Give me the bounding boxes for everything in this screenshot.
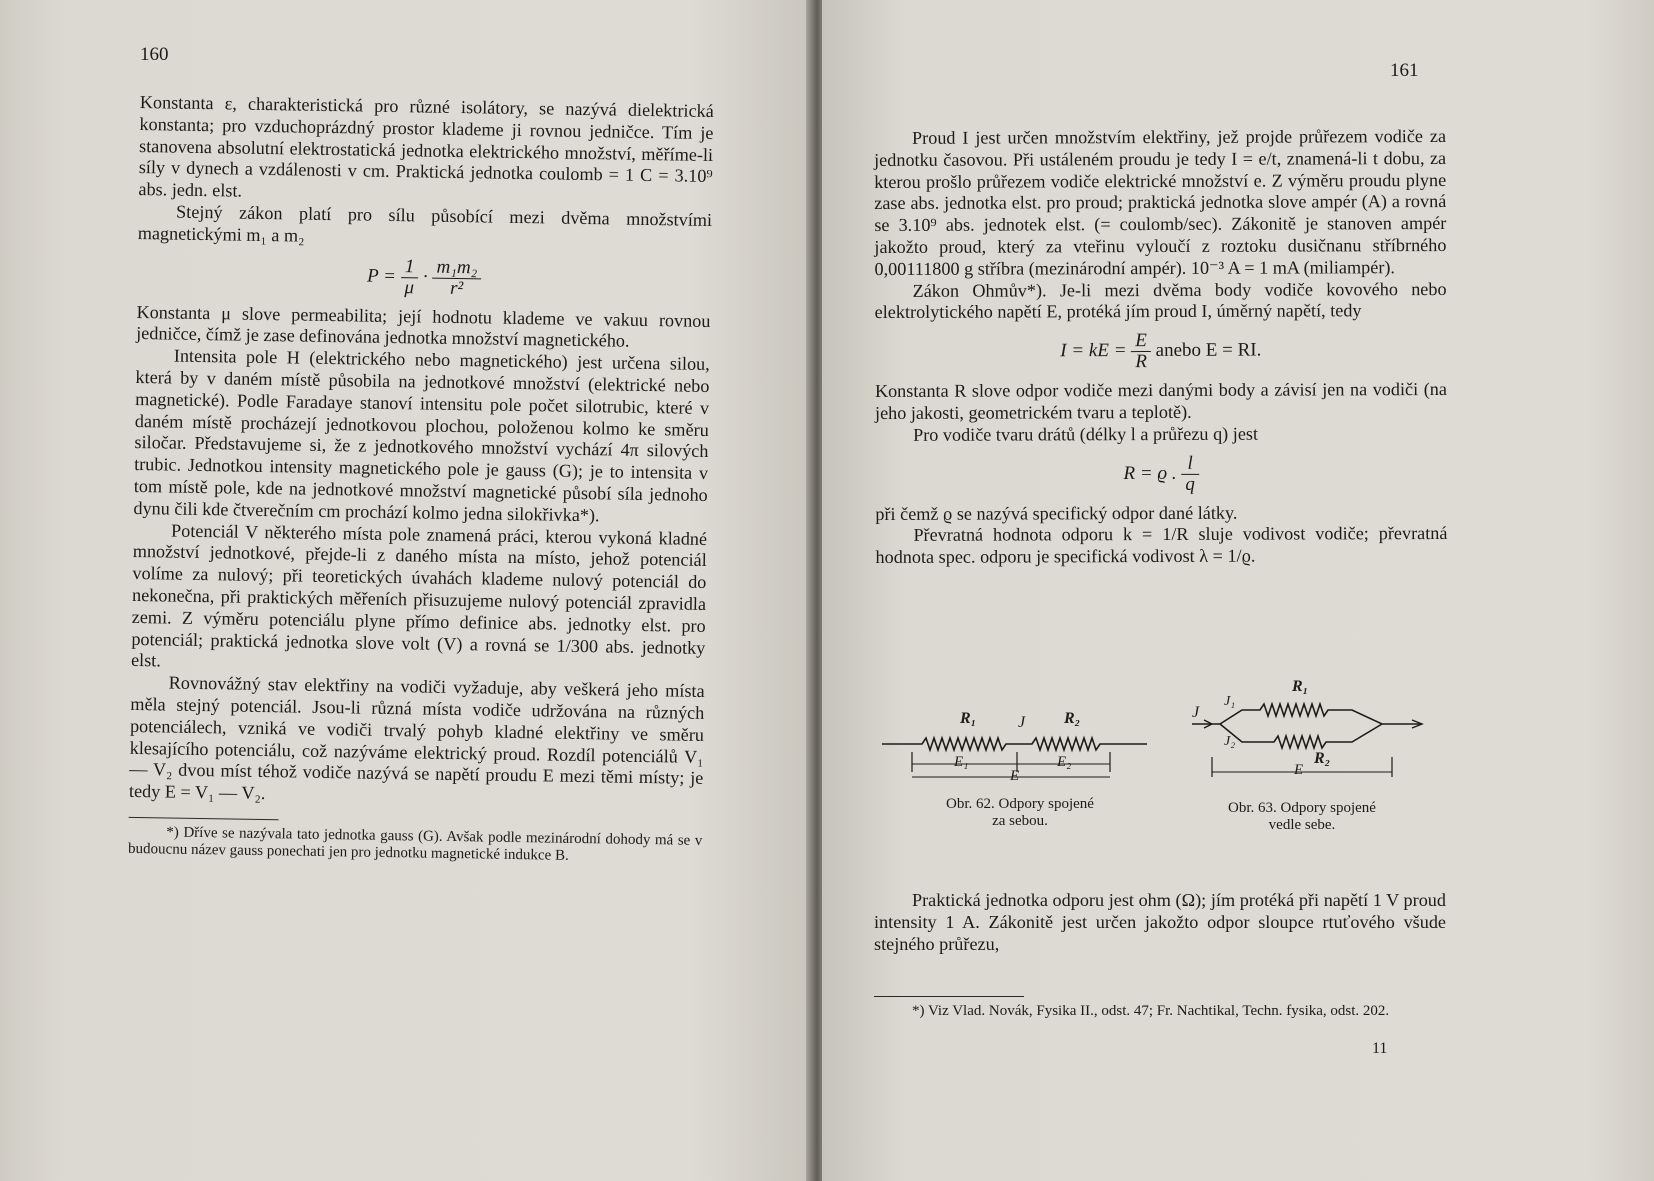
equation-ohm (875, 330, 1447, 373)
page-number-left: 160 (140, 44, 169, 65)
paragraph: Rovnovážný stav elektřiny na vodiči vyžaduje, aby veškerá jeho místa měla stejný potenciál. Jsou-li různá místa vodiče udržována na různých potenciálech, vzniká ve vodiči trvalý pohyb kladné elektřiny ve směru klesajícího potenciálu, což nazýváme elektrický proud. Rozdíl potenciálů V₁ — V₂ dvou míst téhož vodiče nazývá se napětí proudu E mezi těmi místy; je tedy E = V₁ — V₂. (128, 672, 705, 804)
fig62-label-e: E (1010, 768, 1020, 784)
fig63-label-e: E (1294, 762, 1304, 778)
fig62-label-r1: R₁ (960, 710, 977, 727)
paragraph: Pro vodiče tvaru drátů (délky l a průřezu q) jest (913, 423, 1259, 445)
caption-line: vedle sebe. (1268, 817, 1336, 833)
equation-lhs: R = ϱ . (1123, 462, 1177, 484)
paragraph: při čemž ϱ se nazývá specifický odpor dané látky. (875, 502, 1238, 524)
page-number-right: 161 (1390, 60, 1419, 81)
numerator: 1 (401, 257, 419, 278)
numerator: E (1131, 331, 1151, 352)
paragraph-ohm-unit: Praktická jednotka odporu jest ohm (Ω); jím protéká při napětí 1 V proud intensity 1 A. Zákonitě jest určen jakožto odpor sloupce rtuťového všude stejného průřezu, (874, 890, 1446, 954)
paragraph: Konstanta R slove odpor vodiče mezi danými body a závisí jen na vodiči (na jeho jakosti, geometrickém tvaru a teplotě). (874, 379, 1447, 423)
footnote-rule (874, 996, 1024, 997)
paragraph: Proud I jest určen množstvím elektřiny, jež projde průřezem vodiče za jednotku časovou. Při ustáleném proudu je tedy I = e/t, znamená-li t dobu, za kterou prošlo průřezem vodiče elektrické množství e. Z výměru proudu plyne zase abs. jednotka elst. pro proud; praktická jednotka slove ampér (A) a rovná se 3.10⁹ abs. jednotek elst. (= coulomb/sec). Zákonitě je stanoven ampér jakožto proud, který za vteřinu vyloučí z roztoku dusičnanu stříbrného 0,00111800 g stříbra (mezinárodní ampér). 10⁻³ A = 1 mA (miliampér). (874, 126, 1447, 279)
signature-mark: 11 (1372, 1040, 1388, 1057)
footnote: *) Viz Vlad. Novák, Fysika II., odst. 47; Fr. Nachtikal, Techn. fysika, odst. 202. (912, 1003, 1390, 1019)
fig63-label-j2: J₂ (1224, 734, 1236, 749)
equation-rhs: anebo E = RI. (1155, 339, 1262, 362)
fraction (1181, 453, 1199, 494)
right-footnote-block (874, 982, 1446, 1021)
fig62-label-e2: E₂ (1057, 754, 1072, 770)
equation-force: P = $\frac{1}{\mu}$ · $\frac{\text{m₁m₂}}{\text{r²}}$ (137, 253, 712, 303)
fig63-label-r2: R₂ (1314, 750, 1331, 767)
caption-line: za sebou. (992, 813, 1048, 829)
denominator: μ (404, 276, 415, 298)
equation-lhs: P = (366, 265, 397, 287)
parallel-branch-2 (1220, 724, 1382, 748)
right-page-text (874, 126, 1448, 569)
left-page-text (128, 92, 714, 868)
paragraph: Konstanta μ slove permeabilita; její hodnotu klademe ve vakuu rovnou jedničce, čímž je zase definována jednotka množství magnetického. (136, 301, 711, 352)
fig63-label-j: J (1192, 704, 1200, 721)
equation-lhs: I = kE = (1060, 340, 1127, 362)
paragraph: Převratná hodnota odporu k = 1/R sluje vodivost vodiče; převratná hodnota spec. odporu je specifická vodivost λ = 1/ϱ. (875, 523, 1448, 568)
denominator: q (1185, 473, 1195, 495)
paragraph: Zákon Ohmův*). Je-li mezi dvěma body vodiče kovového nebo elektrolytického napětí E, protéká jím proud I, úměrný napětí, tedy (874, 278, 1447, 323)
fig63-label-r1: R₁ (1292, 678, 1309, 695)
right-page (822, 0, 1654, 1181)
numerator: l (1181, 453, 1199, 474)
fraction (432, 257, 481, 299)
paragraph: Potenciál V některého místa pole znamená práci, kterou vykoná kladné množství jednotkové, přejde-li z daného místa na místo, jehož potenciál volíme za nulový; při teoretických úvahách klademe nulový potenciál do nekonečna, při praktických měřeních přisuzujeme nulový potenciál zpravidla zemi. Z výměru potenciálu plyne přímo definice abs. jednotky elst. pro potenciál; praktická jednotka slove volt (V) a rovná se 1/300 abs. jednotky elst. (130, 520, 708, 671)
denominator: r² (449, 277, 464, 299)
fraction (400, 257, 418, 298)
paragraph: Konstanta ε, charakteristická pro různé isolátory, se nazývá dielektrická konstanta; pro vzduchoprázdný prostor klademe ji rovnou jedničce. Tím je stanovena absolutní elektrostatická jednotka elektrického množství, měříme-li síly v dynech a vzdálenosti v cm. Praktická jednotka coulomb = 1 C = 3.10⁹ abs. jedn. elst. (138, 92, 714, 201)
fraction (1131, 331, 1151, 372)
figures (882, 678, 1462, 872)
fig62-label-r2: R₂ (1064, 710, 1081, 727)
fig63-label-j1: J₁ (1224, 694, 1236, 709)
fig62-label-e1: E₁ (954, 754, 969, 770)
footnote-rule (129, 817, 279, 820)
numerator: m₁m₂ (432, 257, 481, 279)
left-page (0, 0, 812, 1181)
caption-line: Obr. 63. Odpory spojené (1228, 800, 1376, 816)
paragraph: Stejný zákon platí pro sílu působící mezi dvěma množstvími magnetickými m₁ a m₂ (137, 201, 713, 246)
fig63-caption (1202, 800, 1402, 834)
series-circuit-wire (882, 738, 1147, 750)
footnote: *) Dříve se nazývala tato jednotka gauss (G). Avšak podle mezinárodní dohody má se v budoucnu název gauss ponechati jen pro jednotku magnetické indukce B. (127, 824, 703, 865)
fig62-caption (920, 796, 1120, 830)
denominator: R (1135, 351, 1147, 373)
fig62-label-j: J (1018, 714, 1026, 731)
caption-line: Obr. 62. Odpory spojené (946, 796, 1094, 812)
paragraph: Intensita pole H (elektrického nebo magnetického) jest určena silou, která by v daném místě působila na jednotkové množství (elektrické nebo magnetické). Podle Faradaye stanoví intensitu pole počet silotrubic, které v daném místě procházejí jednotkovou plochou, položenou kolmo ke směru siločar. Představujeme si, že z jednotkového množství vychází 4π silových trubic. Jednotkou intensity magnetického pole je gauss (G); je to intensita v tom místě pole, kde na jednotkové množství magnetické působí síla jednoho dynu čili kde čtverečním cm prochází kolmo jedna silokřivka*). (133, 345, 710, 526)
equation-resistance (875, 453, 1447, 496)
